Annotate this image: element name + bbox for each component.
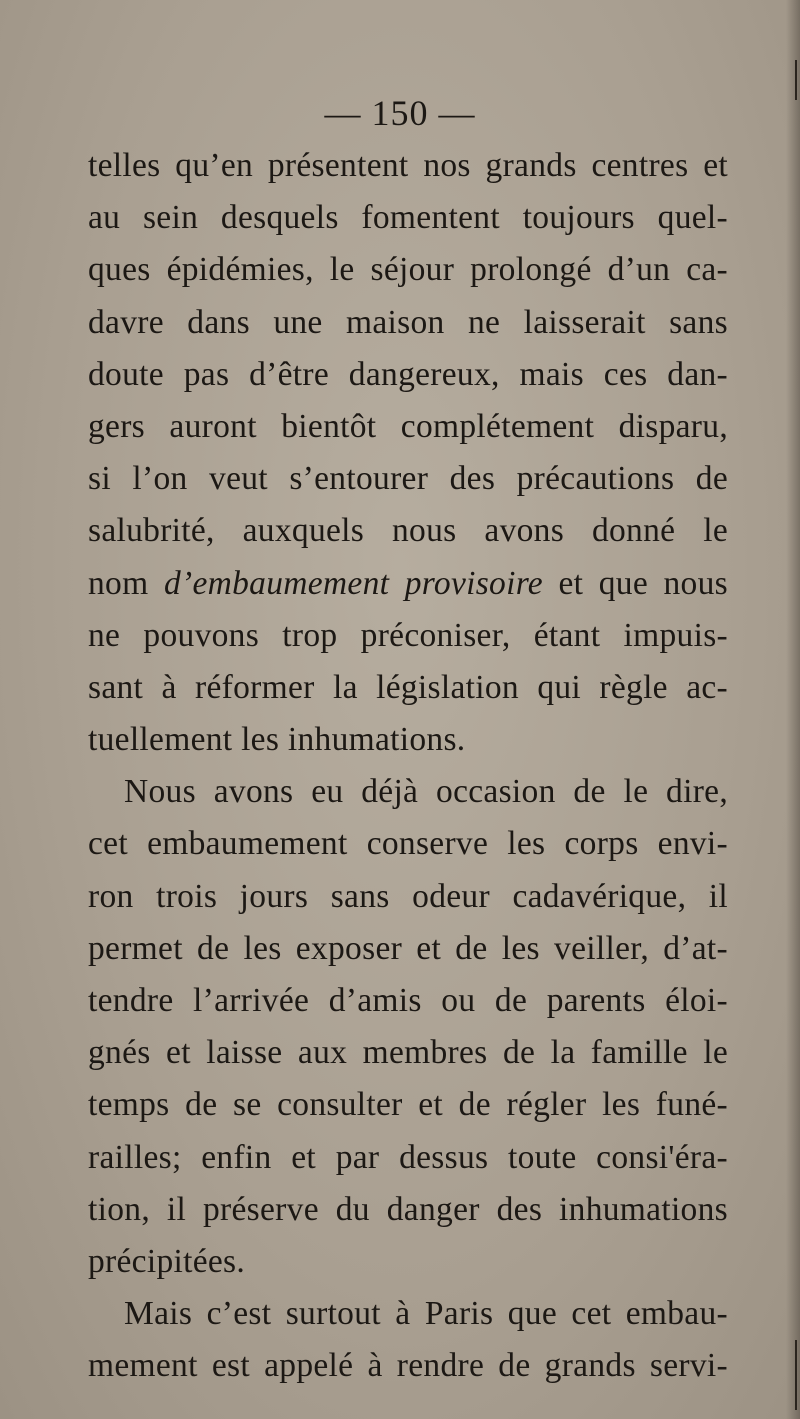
text-line: précipitées. — [88, 1242, 246, 1280]
page-edge-shadow — [786, 0, 800, 1419]
text-line: si l’on veut s’entourer des précautions de — [88, 460, 728, 498]
text-line: tendre l’arrivée d’amis ou de parents éloi- — [88, 982, 728, 1019]
page-edge-mark — [795, 1340, 797, 1410]
text-line: au sein desquels fomentent toujours quel- — [88, 199, 728, 237]
page-number: — 150 — — [324, 93, 476, 133]
text-line: ron trois jours sans odeur cadavérique, il — [88, 877, 728, 915]
text-line: tuellement les inhumations. — [88, 721, 466, 759]
text-line: Nous avons eu déjà occasion de le dire, — [124, 773, 728, 811]
text-line: salubrité, auxquels nous avons donné le — [88, 512, 728, 550]
text-line: cet embaumement conserve les corps envi- — [88, 825, 728, 863]
text-line: temps de se consulter et de régler les funé- — [88, 1086, 728, 1124]
text-line: gers auront bientôt complétement disparu, — [88, 407, 728, 445]
text-line: doute pas d’être dangereux, mais ces dan- — [88, 355, 728, 393]
text-line: Mais c’est surtout à Paris que cet embau- — [124, 1295, 728, 1333]
text-line: mement est appelé à rendre de grands servi- — [88, 1347, 728, 1385]
text-line: sant à réformer la législation qui règle ac- — [88, 668, 728, 706]
body-text — [88, 140, 728, 1393]
text-line: davre dans une maison ne laisserait sans — [88, 303, 728, 341]
text-line: gnés et laisse aux membres de la famille le — [88, 1034, 728, 1072]
italic-phrase: d’embaumement provisoire — [163, 564, 543, 602]
text-line — [88, 558, 728, 610]
text-line: ne pouvons trop préconiser, étant impuis- — [88, 616, 728, 654]
text-line: tion, il préserve du danger des inhumations — [88, 1190, 728, 1228]
text-line: permet de les exposer et de les veiller, d’at- — [88, 929, 728, 967]
text-run: et que nous — [542, 564, 728, 602]
text-line: railles; enfin et par dessus toute consi'éra- — [88, 1138, 728, 1176]
text-line: telles qu’en présentent nos grands centres et — [88, 147, 728, 184]
text-line: ques épidémies, le séjour prolongé d’un ca- — [88, 251, 728, 289]
text-run: nom — [88, 564, 164, 602]
